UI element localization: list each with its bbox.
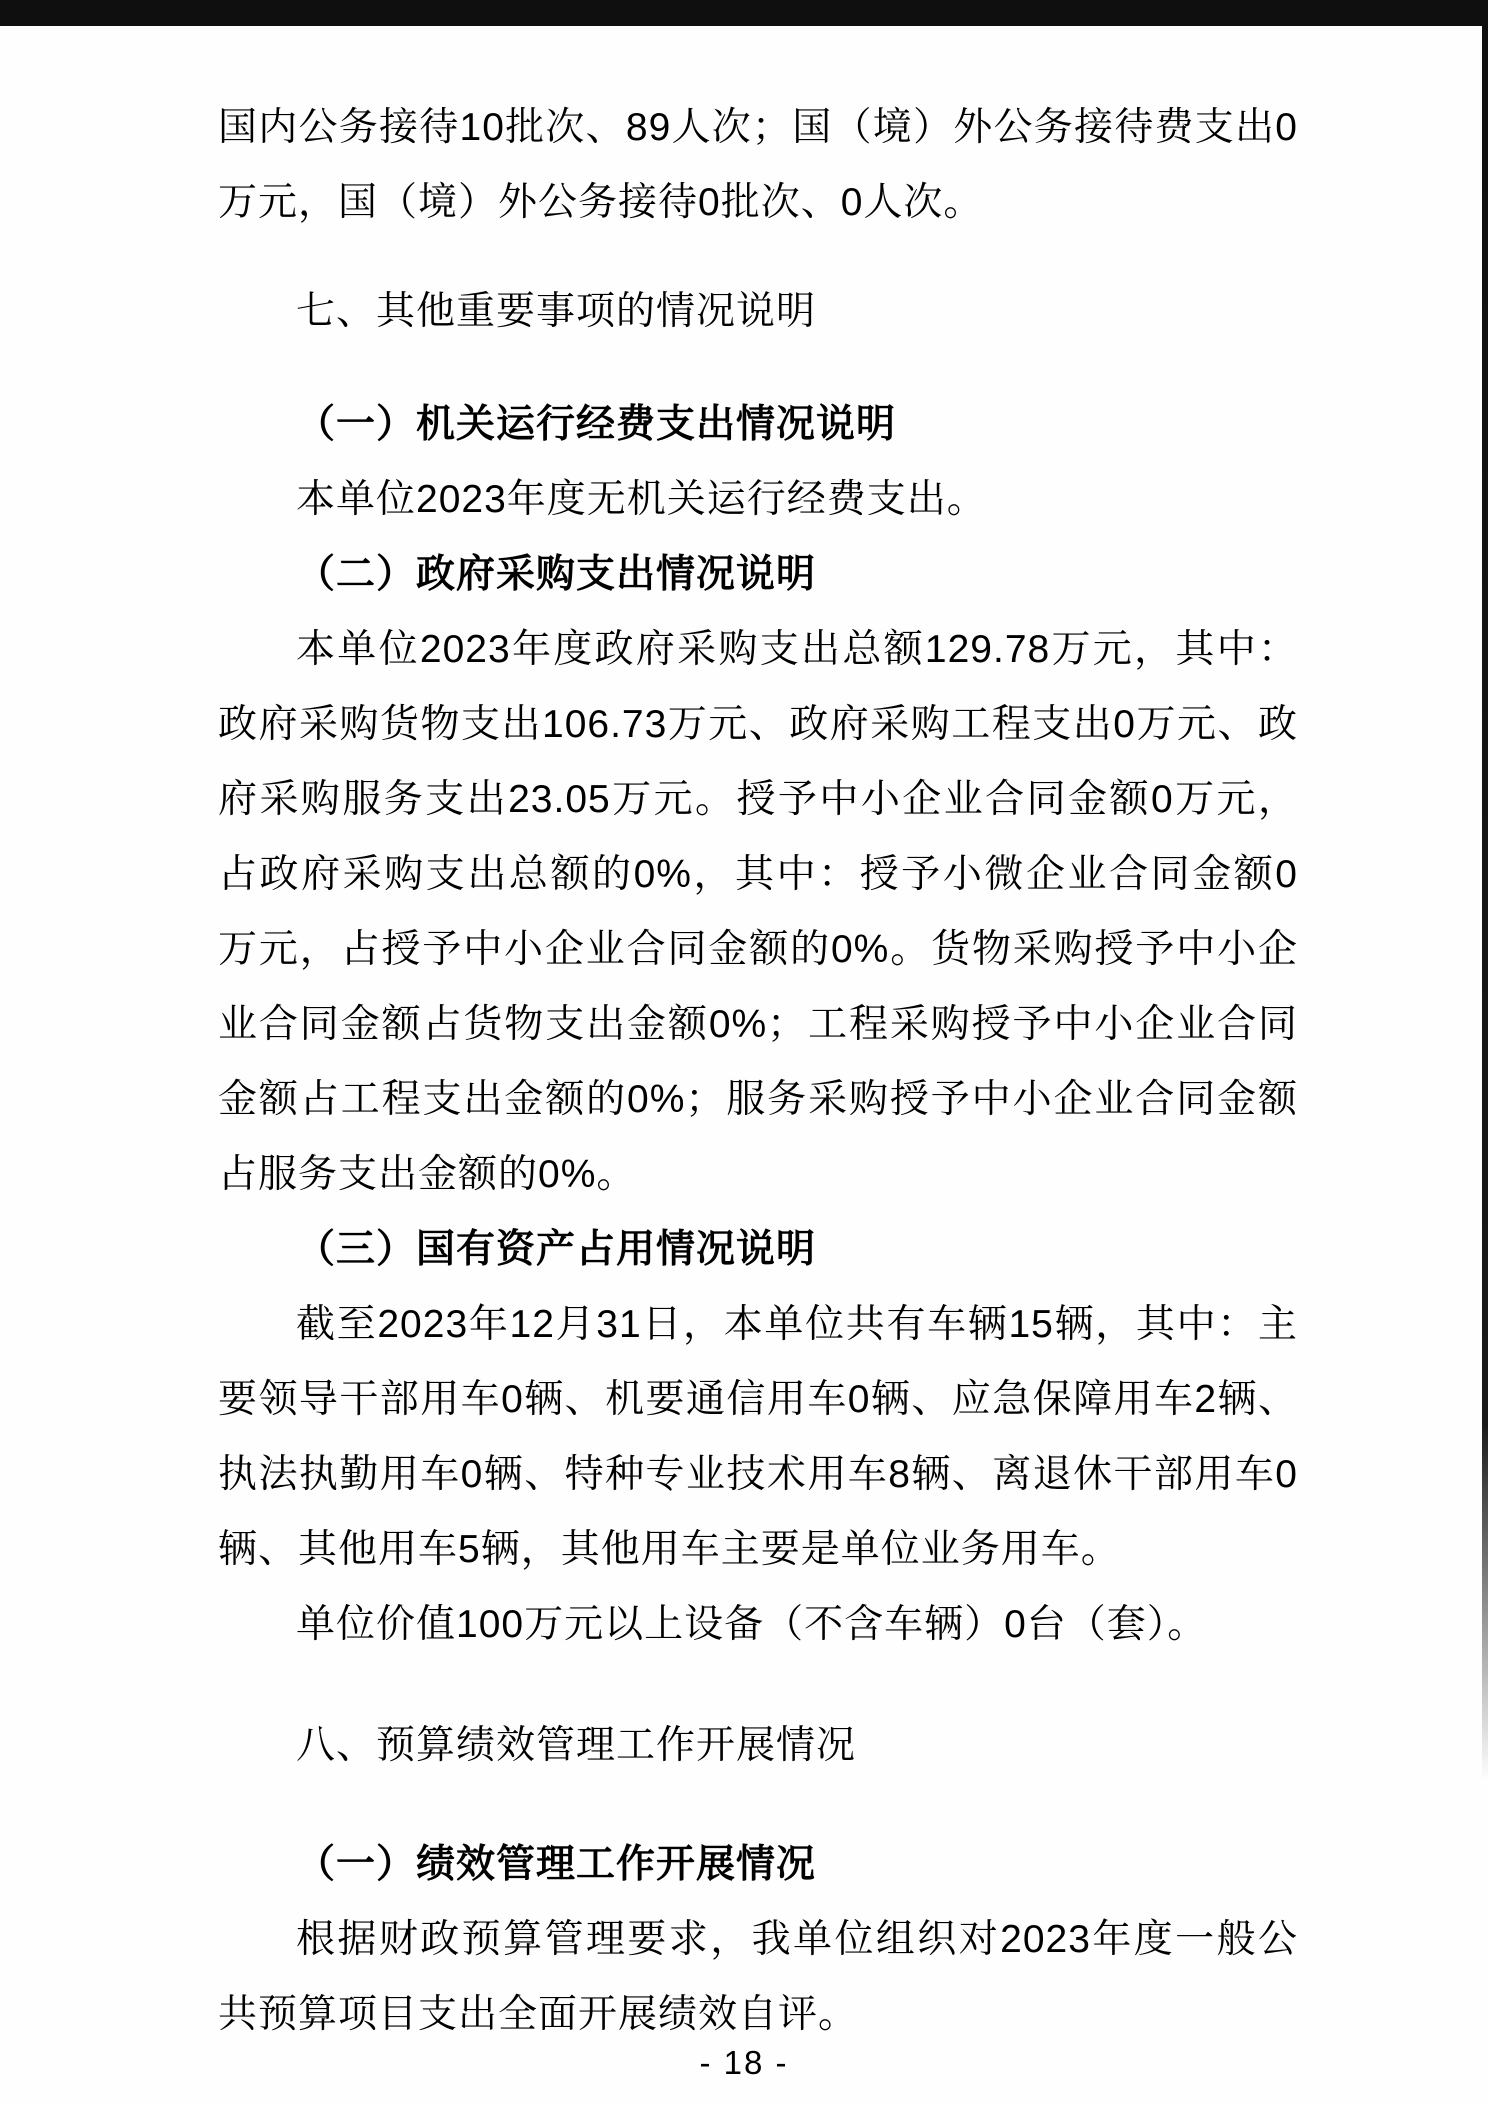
paragraph-equipment-over-one-million: 单位价值100万元以上设备（不含车辆）0台（套）。	[296, 1603, 1208, 1646]
subsection-heading-performance-management-work: （一）绩效管理工作开展情况	[296, 1843, 817, 1886]
scan-edge-right-line	[1482, 0, 1488, 1780]
paragraph-government-procurement-details: 本单位2023年度政府采购支出总额129.78万元，其中：政府采购货物支出106.73万元、政府采购工程支出0万元、政府采购服务支出23.05万元。授予中小企业合同金额0万元，占政府采购支出总额的0%，其中：授予小微企业合同金额0万元，占授予中小企业合同金额的0%。货物采购授予中小企业合同金额占货物支出金额0%；工程采购授予中小企业合同金额占工程支出金额的0%；服务采购授予中小企业合同金额占服务支出金额的0%。	[218, 628, 1298, 1196]
scan-edge-top-band	[0, 0, 1488, 26]
subsection-heading-state-owned-assets: （三）国有资产占用情况说明	[296, 1228, 817, 1271]
paragraph-vehicle-assets-details: 截至2023年12月31日，本单位共有车辆15辆，其中：主要领导干部用车0辆、机要通信用车0辆、应急保障用车2辆、执法执勤用车0辆、特种专业技术用车8辆、离退休干部用车0辆、其他用车5辆，其他用车主要是单位业务用车。	[218, 1303, 1298, 1571]
subsection-heading-agency-operating-expense: （一）机关运行经费支出情况说明	[296, 403, 897, 446]
section-heading-seven-other-important-matters: 七、其他重要事项的情况说明	[296, 290, 817, 333]
subsection-heading-government-procurement: （二）政府采购支出情况说明	[296, 553, 817, 596]
paragraph-official-reception-continued: 国内公务接待10批次、89人次；国（境）外公务接待费支出0万元，国（境）外公务接待0批次、0人次。	[218, 106, 1298, 224]
paragraph-performance-self-evaluation: 根据财政预算管理要求，我单位组织对2023年度一般公共预算项目支出全面开展绩效自评。	[218, 1918, 1298, 2036]
paragraph-no-operating-expense: 本单位2023年度无机关运行经费支出。	[296, 478, 987, 521]
section-heading-eight-budget-performance: 八、预算绩效管理工作开展情况	[296, 1724, 857, 1767]
page-content	[218, 90, 1298, 2052]
page-number: - 18 -	[699, 2044, 789, 2081]
